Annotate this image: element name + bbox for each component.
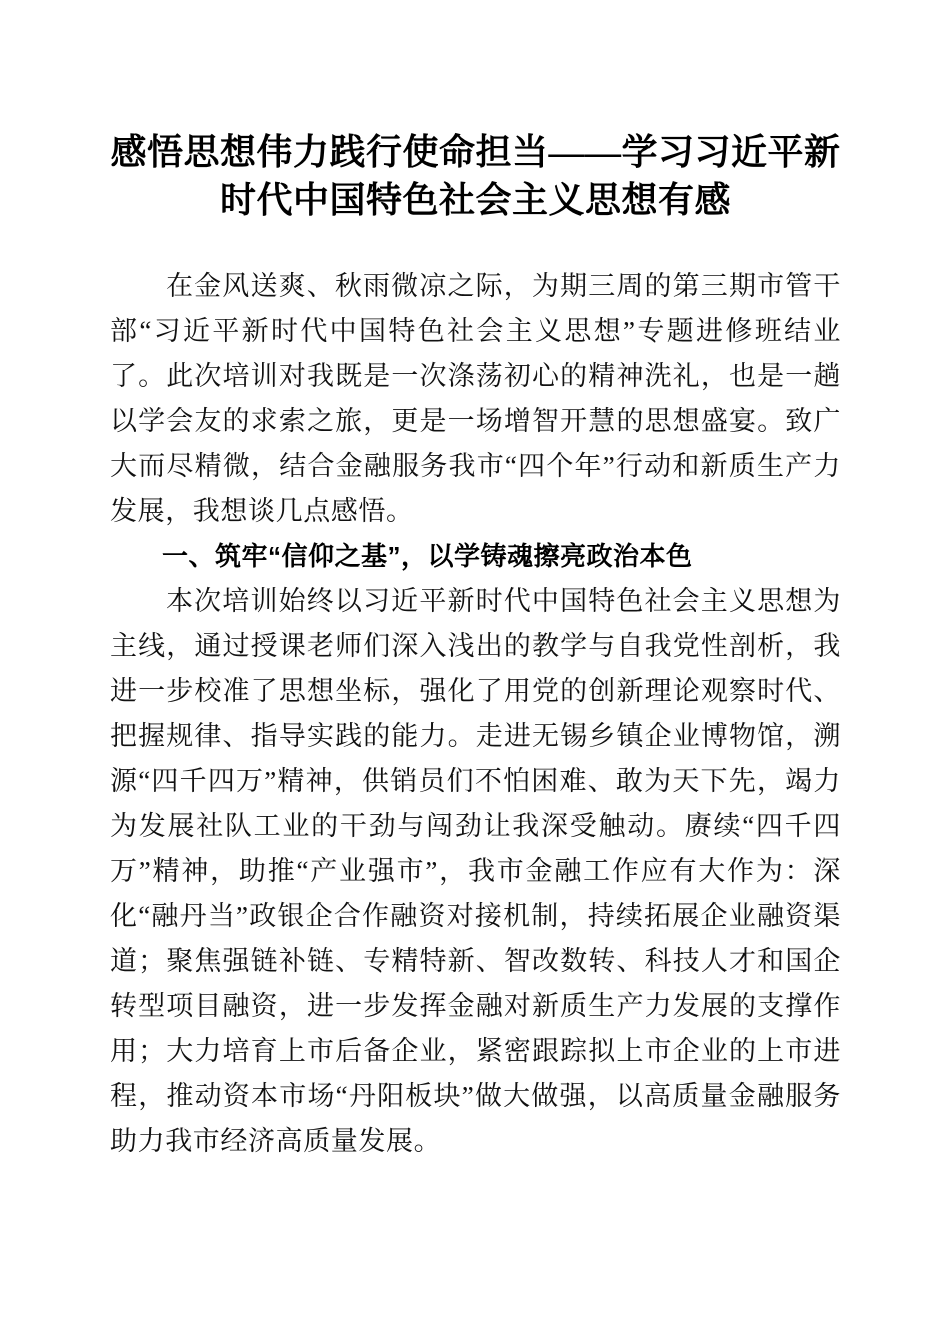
document-content [110, 0, 841, 1164]
paragraph-intro: 在金风送爽、秋雨微凉之际，为期三周的第三期市管干部“习近平新时代中国特色社会主义思想”专题进修班结业了。此次培训对我既是一次涤荡初心的精神洗礼，也是一趟以学会友的求索之旅，更是一场增智开慧的思想盛宴。致广大而尽精微，结合金融服务我市“四个年”行动和新质生产力发展，我想谈几点感悟。 [110, 271, 841, 526]
paragraph-section-one-body: 本次培训始终以习近平新时代中国特色社会主义思想为主线，通过授课老师们深入浅出的教学与自我党性剖析，我进一步校准了思想坐标，强化了用党的创新理论观察时代、把握规律、指导实践的能力。走进无锡乡镇企业博物馆，溯源“四千四万”精神，供销员们不怕困难、敢为天下先，竭力为发展社队工业的干劲与闯劲让我深受触动。赓续“四千四万”精神，助推“产业强市”，我市金融工作应有大作为：深化“融丹当”政银企合作融资对接机制，持续拓展企业融资渠道；聚焦强链补链、专精特新、智改数转、科技人才和国企转型项目融资，进一步发挥金融对新质生产力发展的支撑作用；大力培育上市后备企业，紧密跟踪拟上市企业的上市进程，推动资本市场“丹阳板块”做大做强，以高质量金融服务助力我市经济高质量发展。 [110, 586, 841, 1156]
section-heading-one: 一、筑牢“信仰之基”，以学铸魂擦亮政治本色 [162, 541, 693, 571]
page-title: 感悟思想伟力践行使命担当——学习习近平新时代中国特色社会主义思想有感 [110, 132, 841, 220]
document-body [110, 264, 841, 1164]
